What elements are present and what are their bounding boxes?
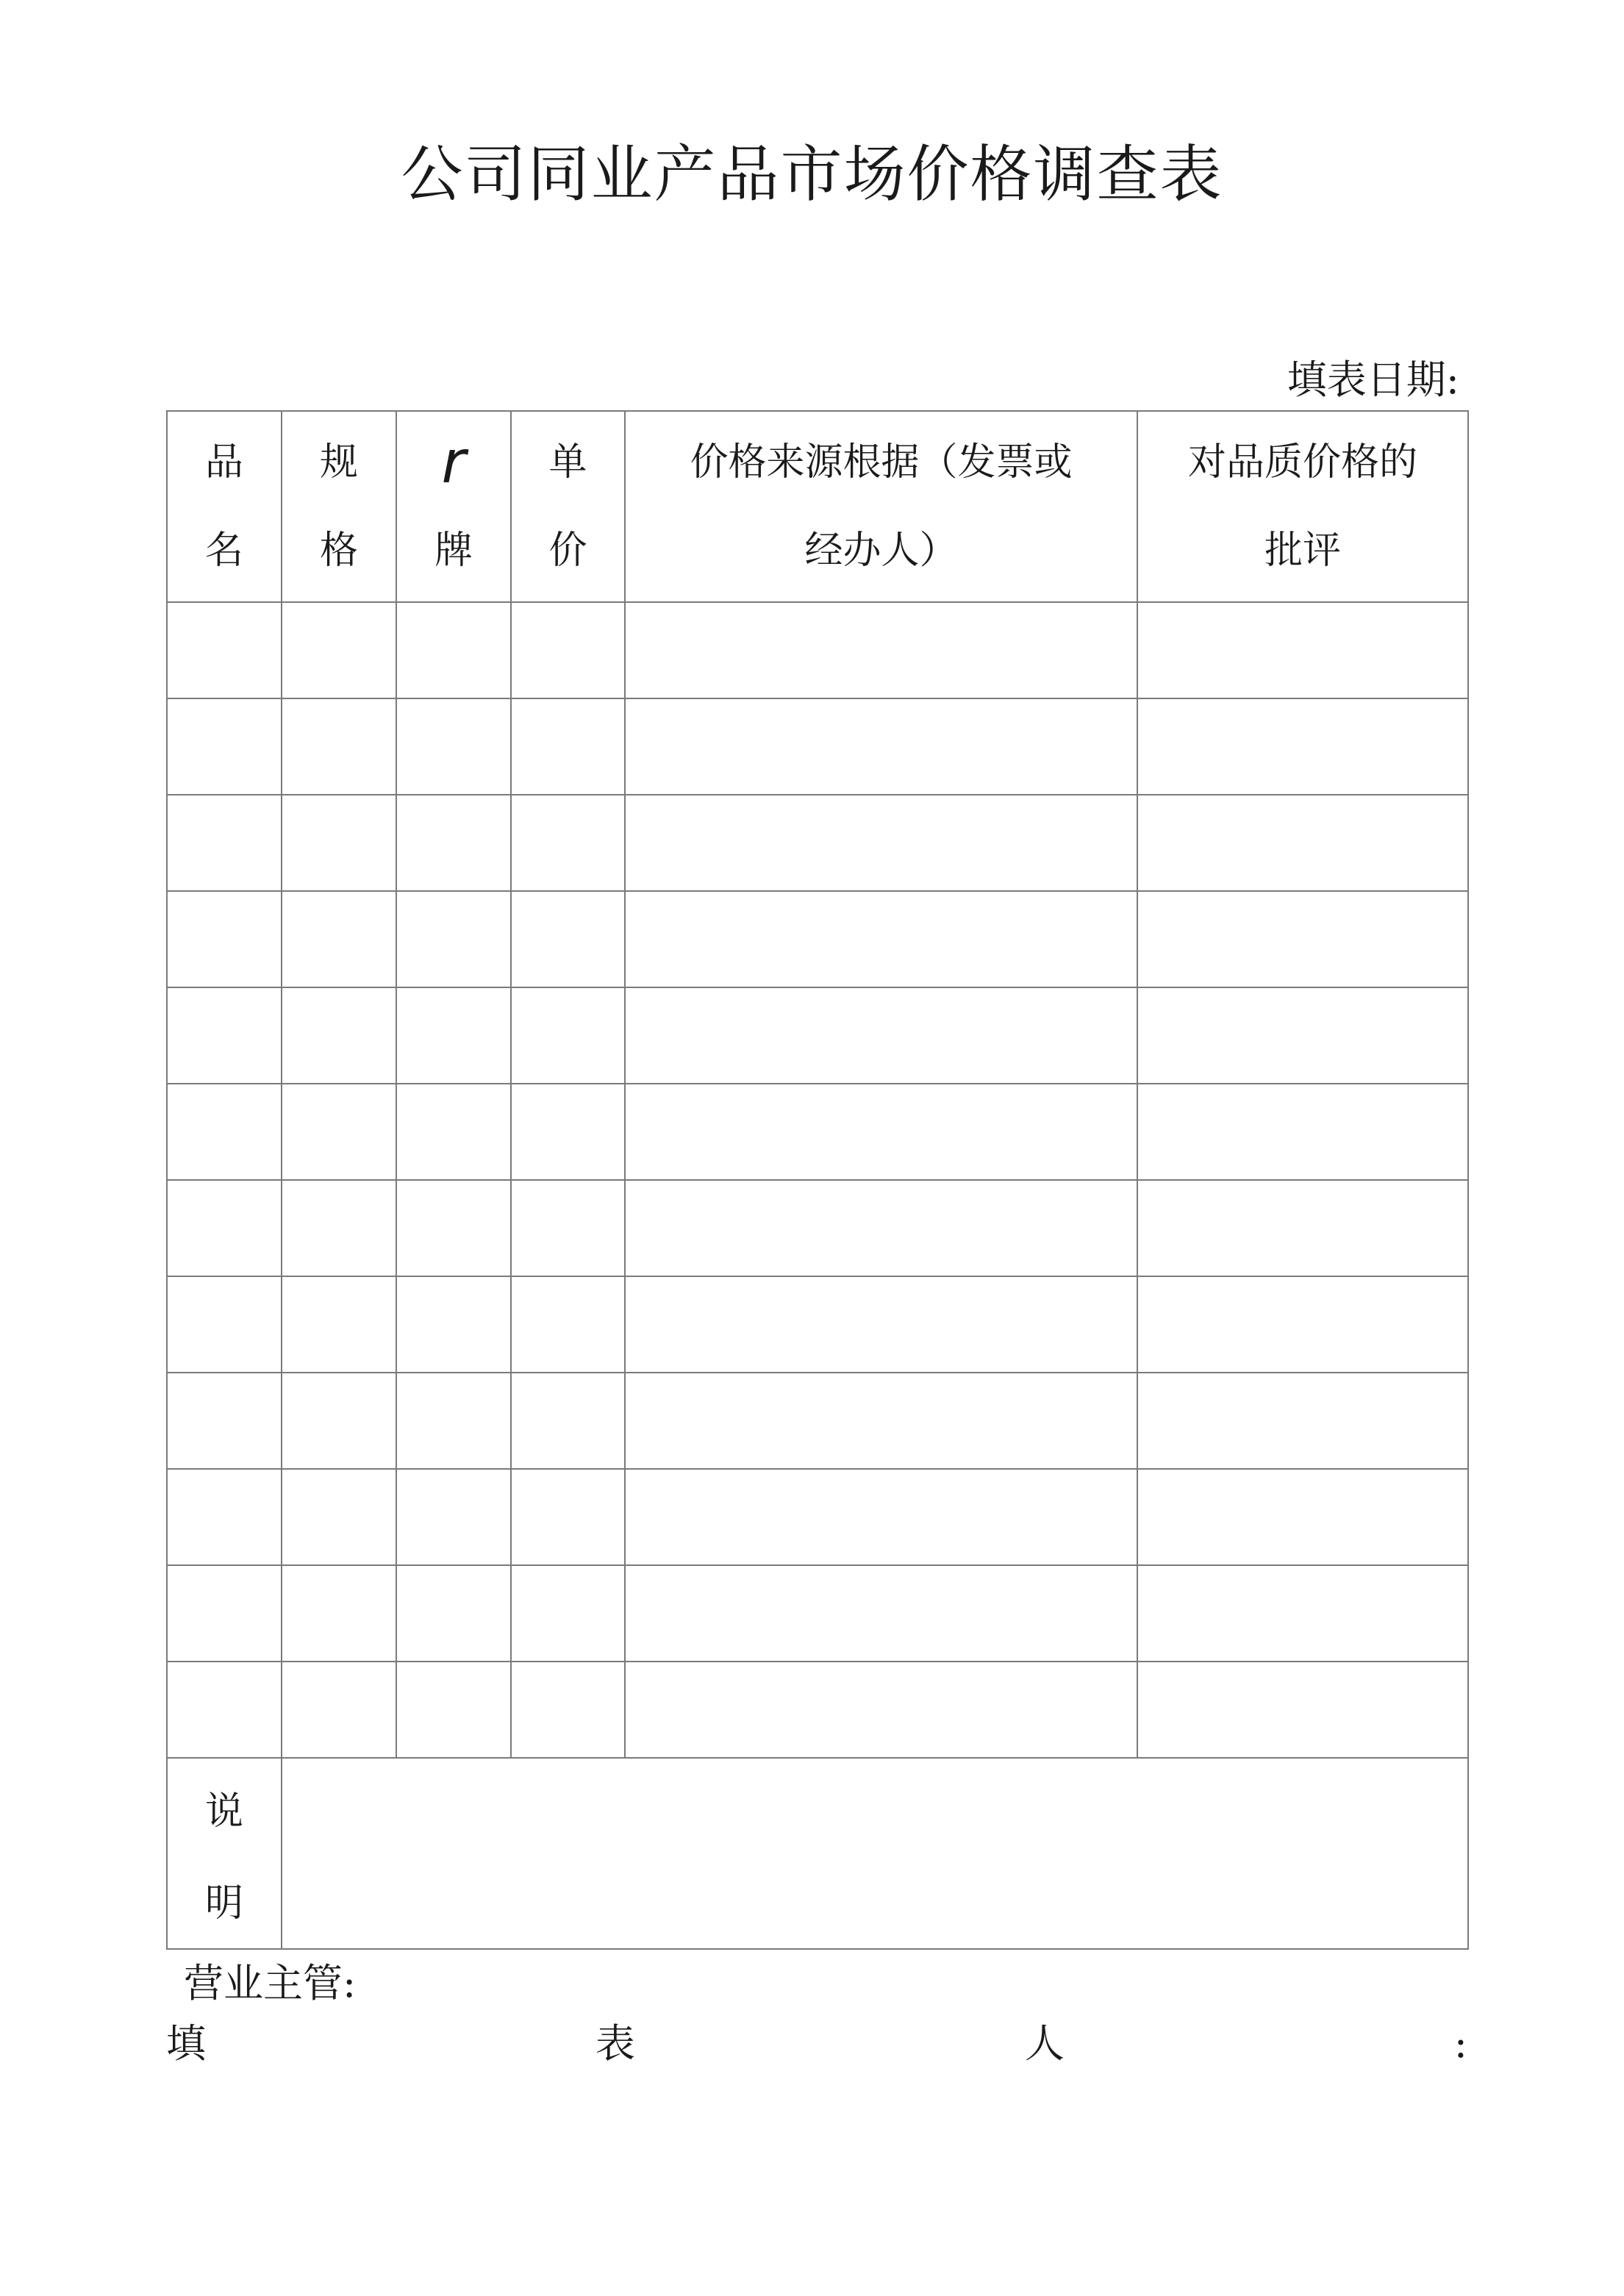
filler-char: 表 [595, 2020, 635, 2067]
table-header-row [167, 411, 1468, 602]
table-cell[interactable] [625, 1662, 1137, 1758]
table-cell[interactable] [167, 1373, 282, 1469]
table-cell[interactable] [396, 795, 511, 891]
table-row [167, 795, 1468, 891]
filler-signature-line [166, 2018, 1467, 2070]
table-cell[interactable] [167, 1565, 282, 1662]
table-cell[interactable] [1137, 1373, 1468, 1469]
table-cell[interactable] [511, 1565, 625, 1662]
table-row [167, 1469, 1468, 1565]
header-brand: r 牌 [396, 411, 511, 602]
table-cell[interactable] [396, 987, 511, 1084]
table-cell[interactable] [1137, 602, 1468, 698]
filler-char: : [1453, 2020, 1467, 2067]
table-cell[interactable] [625, 795, 1137, 891]
table-cell[interactable] [167, 795, 282, 891]
table-cell[interactable] [396, 1662, 511, 1758]
table-cell[interactable] [282, 1180, 396, 1276]
table-cell[interactable] [625, 602, 1137, 698]
table-cell[interactable] [625, 698, 1137, 795]
table-cell[interactable] [625, 1373, 1137, 1469]
table-cell[interactable] [511, 987, 625, 1084]
table-cell[interactable] [511, 1180, 625, 1276]
table-cell[interactable] [396, 1469, 511, 1565]
table-cell[interactable] [511, 1662, 625, 1758]
table-cell[interactable] [511, 1084, 625, 1180]
table-cell[interactable] [625, 891, 1137, 987]
table-row [167, 1180, 1468, 1276]
table-cell[interactable] [625, 1084, 1137, 1180]
table-cell[interactable] [282, 1373, 396, 1469]
table-cell[interactable] [1137, 698, 1468, 795]
table-cell[interactable] [167, 1180, 282, 1276]
table-cell[interactable] [511, 1469, 625, 1565]
table-cell[interactable] [511, 1373, 625, 1469]
table-cell[interactable] [282, 1662, 396, 1758]
fill-date-label: 填表日期: [1287, 357, 1459, 403]
table-row [167, 987, 1468, 1084]
table-cell[interactable] [511, 891, 625, 987]
table-cell[interactable] [282, 987, 396, 1084]
table-cell[interactable] [396, 1565, 511, 1662]
table-cell[interactable] [167, 1084, 282, 1180]
filler-char: 填 [166, 2020, 206, 2067]
table-row [167, 1662, 1468, 1758]
header-price-source: 价格来源根据（发票或 经办人） [625, 411, 1137, 602]
table-cell[interactable] [167, 602, 282, 698]
table-cell[interactable] [511, 698, 625, 795]
table-cell[interactable] [511, 602, 625, 698]
table-cell[interactable] [282, 1469, 396, 1565]
price-survey-table [166, 410, 1469, 1950]
table-cell[interactable] [167, 1276, 282, 1373]
table-cell[interactable] [625, 1565, 1137, 1662]
table-cell[interactable] [396, 1084, 511, 1180]
table-cell[interactable] [396, 698, 511, 795]
table-cell[interactable] [282, 698, 396, 795]
table-cell[interactable] [625, 1276, 1137, 1373]
table-cell[interactable] [167, 987, 282, 1084]
table-cell[interactable] [396, 602, 511, 698]
table-cell[interactable] [282, 1276, 396, 1373]
table-cell[interactable] [282, 1084, 396, 1180]
supervisor-label: 营业主管: [184, 1960, 357, 2006]
table-cell[interactable] [1137, 1180, 1468, 1276]
table-cell[interactable] [282, 795, 396, 891]
table-cell[interactable] [1137, 1565, 1468, 1662]
table-body [167, 602, 1468, 1758]
table-cell[interactable] [511, 795, 625, 891]
table-cell[interactable] [282, 1565, 396, 1662]
table-cell[interactable] [167, 698, 282, 795]
table-cell[interactable] [167, 1469, 282, 1565]
table-cell[interactable] [1137, 891, 1468, 987]
table-cell[interactable] [396, 891, 511, 987]
header-specification: 规 格 [282, 411, 396, 602]
table-cell[interactable] [625, 1180, 1137, 1276]
table-row [167, 698, 1468, 795]
table-cell[interactable] [1137, 1662, 1468, 1758]
page-title: 公司同业产品市场价格调查表 [401, 138, 1223, 210]
note-row [167, 1758, 1468, 1949]
header-product-name: 品 名 [167, 411, 282, 602]
table-row [167, 1565, 1468, 1662]
table-cell[interactable] [282, 602, 396, 698]
table-row [167, 602, 1468, 698]
table-cell[interactable] [167, 1662, 282, 1758]
note-content-cell[interactable] [282, 1758, 1468, 1949]
table-cell[interactable] [282, 891, 396, 987]
table-row [167, 1373, 1468, 1469]
note-label: 说 明 [167, 1758, 282, 1949]
header-quality-comment: 对品质价格的 批评 [1137, 411, 1468, 602]
table-cell[interactable] [1137, 1469, 1468, 1565]
table-cell[interactable] [1137, 987, 1468, 1084]
table-cell[interactable] [396, 1276, 511, 1373]
table-cell[interactable] [1137, 1276, 1468, 1373]
table-cell[interactable] [625, 987, 1137, 1084]
table-cell[interactable] [167, 891, 282, 987]
table-row [167, 891, 1468, 987]
table-row [167, 1276, 1468, 1373]
table-cell[interactable] [396, 1180, 511, 1276]
table-cell[interactable] [1137, 1084, 1468, 1180]
filler-char: 人 [1024, 2020, 1065, 2067]
table-cell[interactable] [625, 1469, 1137, 1565]
table-cell[interactable] [1137, 795, 1468, 891]
header-unit-price: 单 价 [511, 411, 625, 602]
table-row [167, 1084, 1468, 1180]
table-cell[interactable] [396, 1373, 511, 1469]
table-cell[interactable] [511, 1276, 625, 1373]
